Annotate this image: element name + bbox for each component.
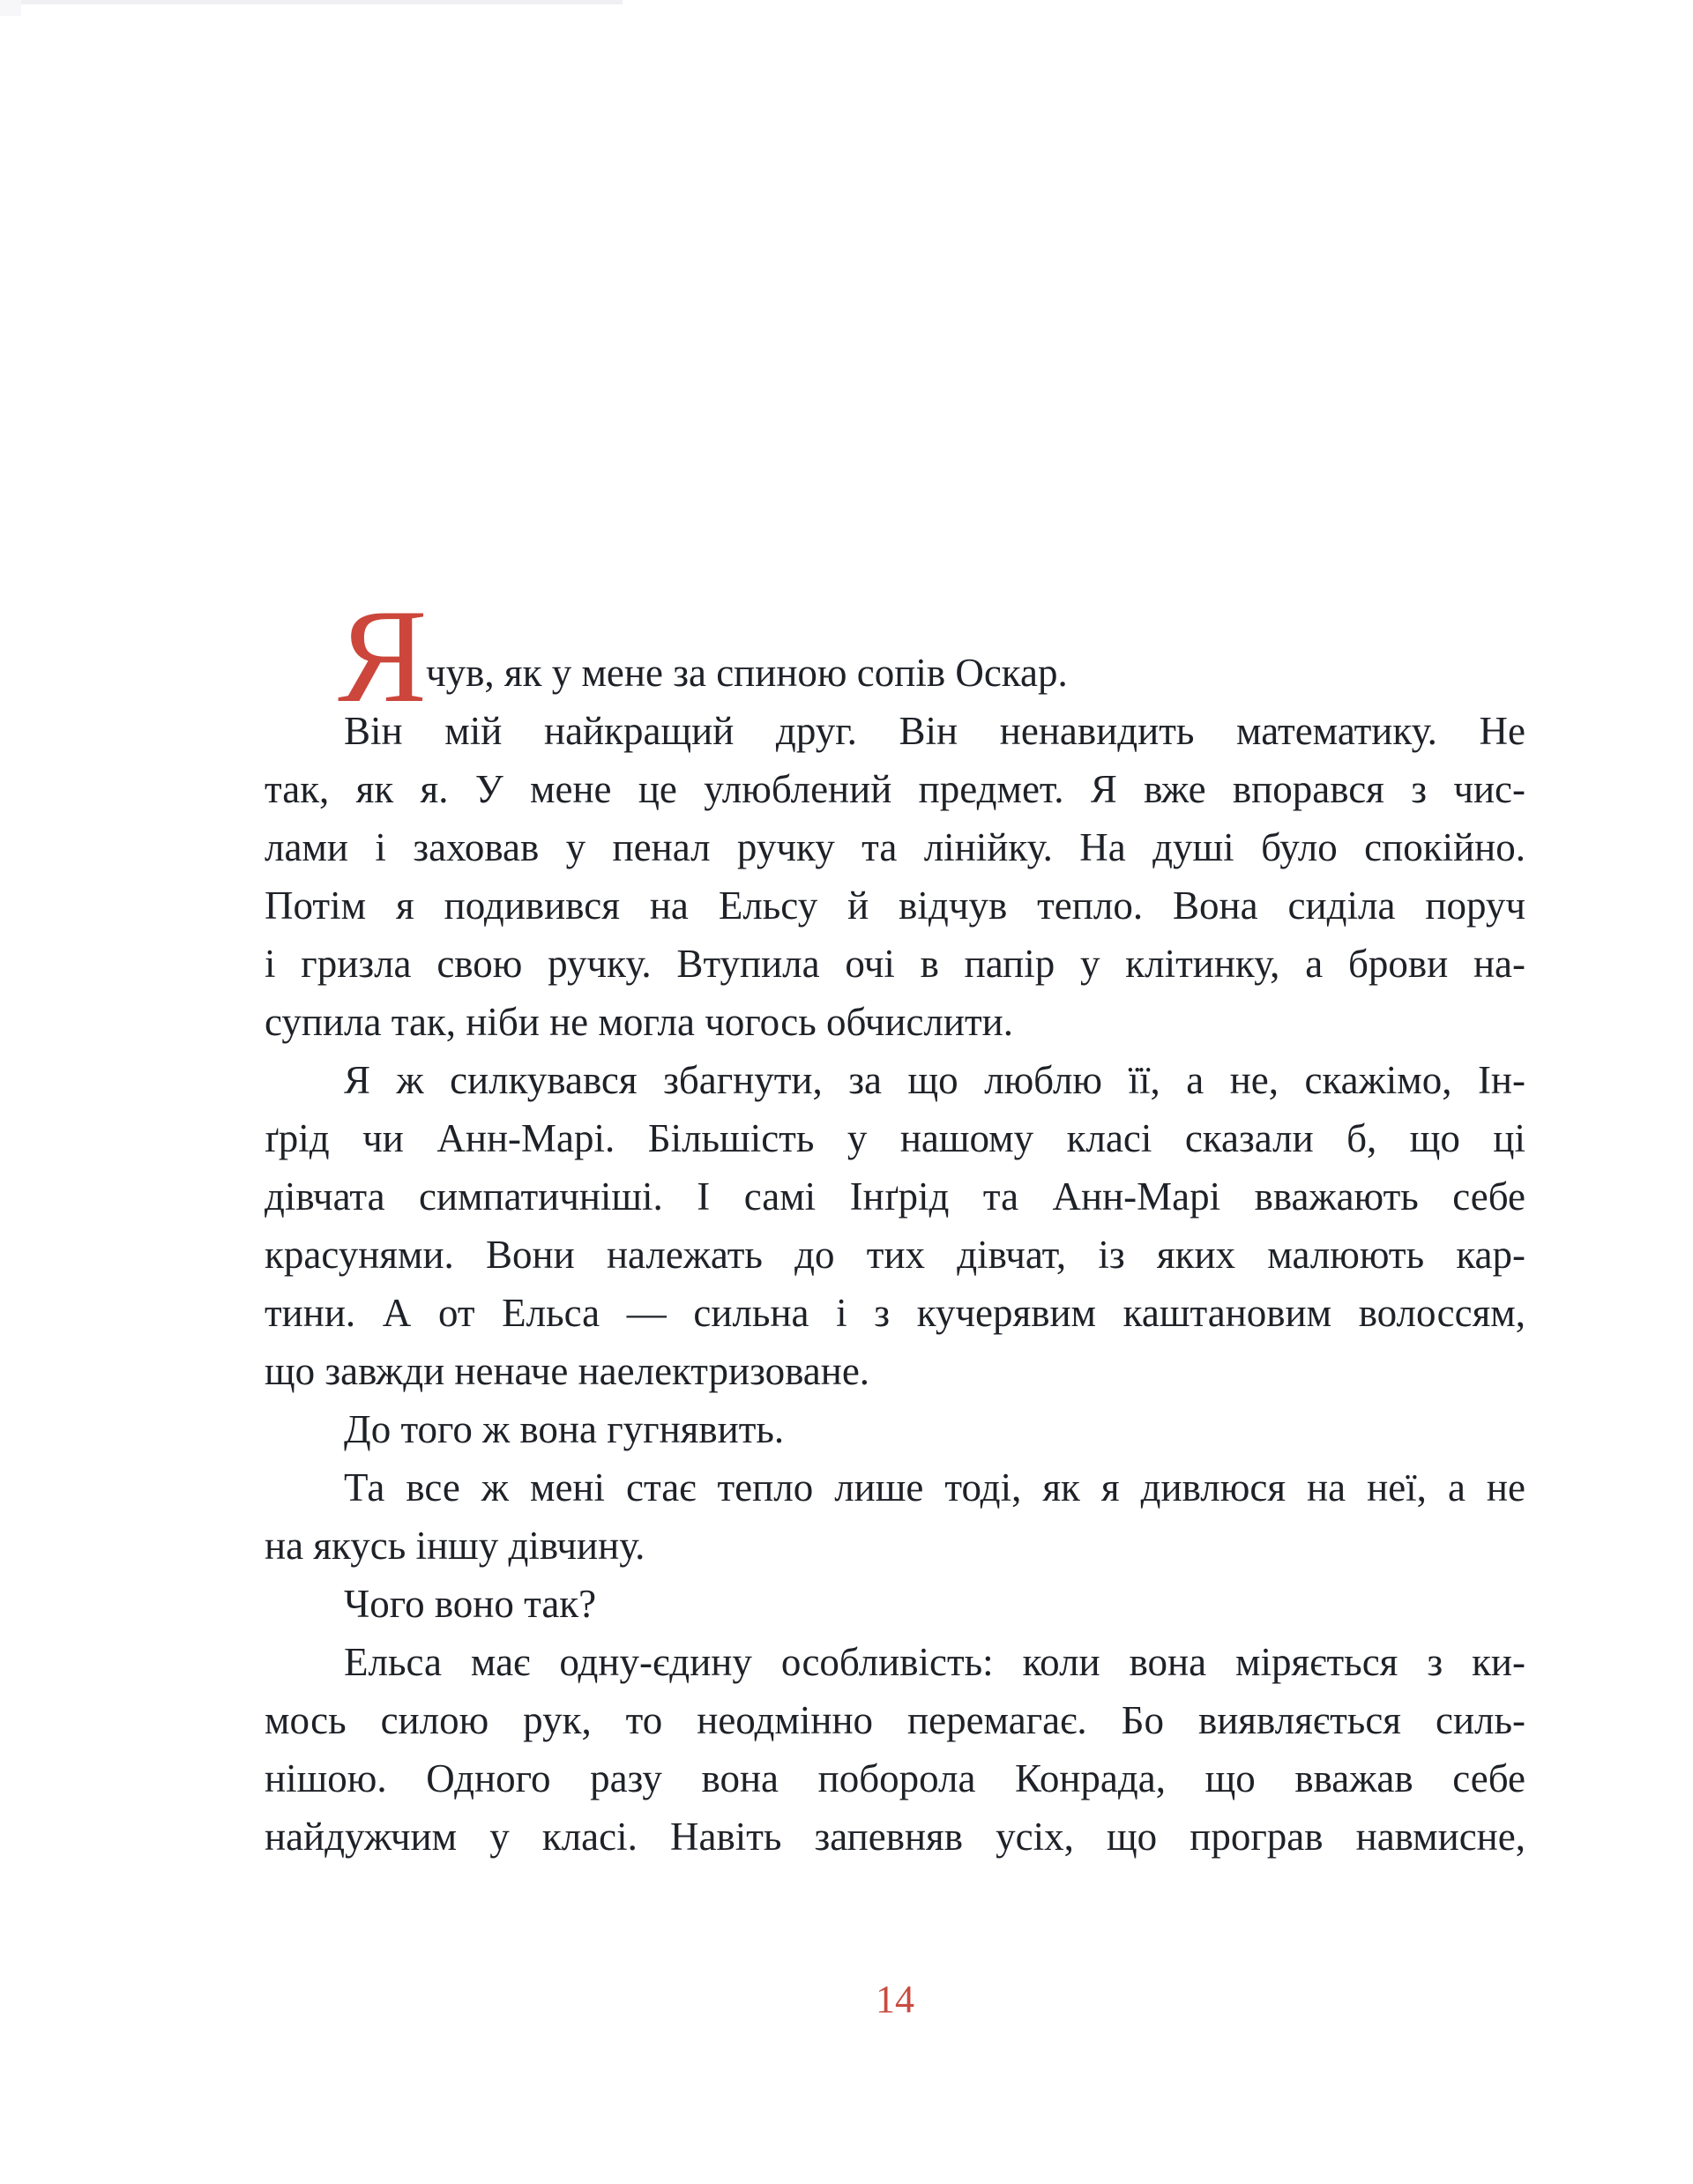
paragraph	[265, 582, 1525, 730]
text-line: Чого воно так?	[344, 1582, 597, 1626]
text-line: Ельса має одну-єдину особливість: коли вона міряється з ки-	[344, 1640, 1525, 1684]
paragraph	[265, 1400, 1525, 1458]
paragraph	[265, 702, 1525, 1051]
paragraph	[265, 1575, 1525, 1633]
text-line: До того ж вона гугнявить.	[344, 1407, 785, 1451]
body-text-block	[265, 582, 1525, 1866]
scan-artifact-corner	[0, 0, 21, 16]
paragraph	[265, 1458, 1525, 1575]
drop-cap-letter: Я	[338, 582, 428, 730]
text-line: супила так, ніби не могла чогось обчислити.	[265, 1000, 1013, 1044]
text-line: Та все ж мені стає тепло лише тоді, як я дивлюся на неї, а не	[344, 1465, 1525, 1509]
scan-artifact-top-bar	[14, 0, 623, 4]
text-line: на якусь іншу дівчину.	[265, 1524, 645, 1568]
text-line: красунями. Вони належать до тих дівчат, із яких малюють кар-	[265, 1233, 1525, 1277]
text-line: чув, як у мене за спиною сопів Оскар.	[426, 651, 1068, 695]
text-line: мось силою рук, то неодмінно перемагає. Бо виявляється силь-	[265, 1698, 1525, 1742]
paragraph	[265, 1051, 1525, 1400]
text-line: лами і заховав у пенал ручку та лінійку. На душі було спокійно.	[265, 825, 1525, 869]
text-line: що завжди неначе наелектризоване.	[265, 1349, 870, 1393]
page-number: 14	[876, 1978, 914, 2021]
text-line: і гризла свою ручку. Втупила очі в папір у клітинку, а брови на-	[265, 942, 1525, 986]
text-line: так, як я. У мене це улюблений предмет. Я вже впорався з чис-	[265, 767, 1525, 811]
text-line: Я ж силкувався збагнути, за що люблю її, а не, скажімо, Ін-	[344, 1058, 1525, 1102]
text-line: нішою. Одного разу вона поборола Конрада, що вважав себе	[265, 1756, 1525, 1800]
text-line: найдужчим у класі. Навіть запевняв усіх, що програв навмисне,	[265, 1815, 1525, 1859]
text-line: тини. А от Ельса — сильна і з кучерявим каштановим волоссям,	[265, 1291, 1525, 1335]
text-line: Потім я подивився на Ельсу й відчув тепло. Вона сиділа поруч	[265, 883, 1525, 928]
paragraph	[265, 1633, 1525, 1866]
text-line: Він мій найкращий друг. Він ненавидить математику. Не	[344, 709, 1525, 753]
text-line: ґрід чи Анн-Марі. Більшість у нашому класі сказали б, що ці	[265, 1116, 1525, 1160]
text-line: дівчата симпатичніші. І самі Інґрід та Анн-Марі вважають себе	[265, 1174, 1525, 1219]
